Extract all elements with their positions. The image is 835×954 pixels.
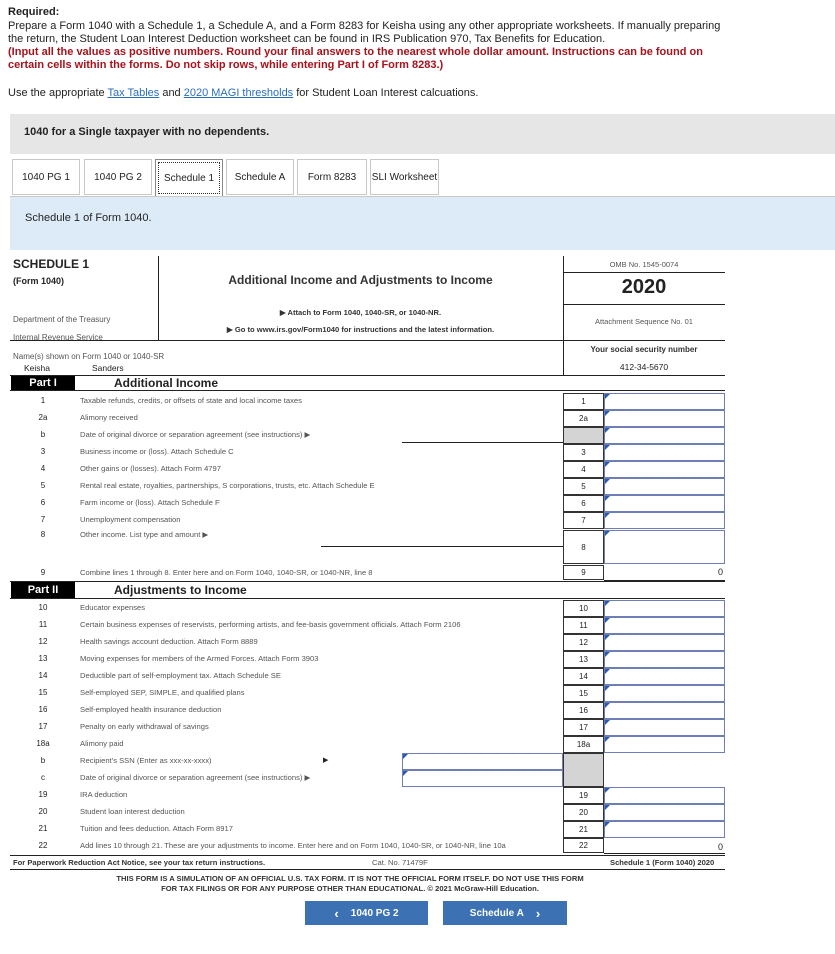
line-box: 13 [563, 651, 604, 668]
line-box: 16 [563, 702, 604, 719]
cell-marker-icon [605, 703, 610, 708]
tab-sli-worksheet[interactable]: SLI Worksheet [370, 159, 439, 195]
amount-input-line-19[interactable] [604, 787, 725, 804]
line-box: 2a [563, 410, 604, 427]
part1-bottom-line [10, 390, 725, 391]
line-box: 22 [563, 838, 604, 853]
line-number: 17 [38, 722, 48, 731]
line-number: 2a [38, 413, 48, 422]
attach-note: ▶ Attach to Form 1040, 1040-SR, or 1040-NR. [279, 308, 442, 317]
cell-marker-icon [605, 462, 610, 467]
line-number: 22 [38, 841, 48, 850]
line-description: Date of original divorce or separation agreement (see instructions) ▶ [80, 430, 311, 439]
line-number: 13 [38, 654, 48, 663]
cell-marker-icon [605, 618, 610, 623]
cell-marker-icon [605, 669, 610, 674]
form-title: Additional Income and Adjustments to Income [228, 273, 493, 287]
line-box: 6 [563, 495, 604, 512]
recipient-ssn-input[interactable] [402, 753, 563, 770]
line22-value: 0 [717, 842, 723, 852]
amount-input-line-20[interactable] [604, 804, 725, 821]
line-number: 19 [38, 790, 48, 799]
use-tables-line: Use the appropriate Tax Tables and 2020 MAGI thresholds for Student Loan Interest calcuations. [8, 87, 479, 99]
amount-input-line-1[interactable] [604, 393, 725, 410]
cell-marker-icon [605, 805, 610, 810]
line-number: b [40, 430, 46, 439]
tax-year: 2020 [621, 276, 667, 298]
instructions-red-text: (Input all the values as positive numbers. Round your final answers to the nearest whole dollar amount. Instructions can be found on certain cells within the forms. Do not skip rows, while entering Part I of Form 8283.) [8, 46, 703, 72]
tab-1040-pg2[interactable]: 1040 PG 2 [84, 159, 152, 195]
part2-label: Part II [11, 582, 75, 598]
line-description: Farm income or (loss). Attach Schedule F [80, 498, 220, 507]
instructions-text: Prepare a Form 1040 with a Schedule 1, a Schedule A, and a Form 8283 for Keisha using any other appropriate worksheets. If manually preparing the return, the Student Loan Interest Deduction worksheet can be found in IRS Publication 970, Tax Benefits for Education. [8, 20, 721, 46]
cell-marker-icon [605, 601, 610, 606]
line-box: 1 [563, 393, 604, 410]
line-box: 21 [563, 821, 604, 838]
line-description: Unemployment compensation [80, 515, 181, 524]
amount-input-line-16[interactable] [604, 702, 725, 719]
line-number: 1 [40, 396, 46, 405]
form-ref: (Form 1040) [13, 276, 65, 286]
cat-number: Cat. No. 71479F [372, 858, 428, 867]
line-number: 5 [40, 481, 46, 490]
cell-marker-icon [605, 394, 610, 399]
amount-input-line-13[interactable] [604, 651, 725, 668]
amount-input-line-10[interactable] [604, 600, 725, 617]
amount-input-line-5[interactable] [604, 478, 725, 495]
part2-title: Adjustments to Income [114, 583, 247, 597]
amount-input-line-7[interactable] [604, 512, 725, 529]
line-number: 12 [38, 637, 48, 646]
year-divider [563, 304, 725, 305]
omb-divider [563, 272, 725, 273]
cell-marker-icon [605, 479, 610, 484]
line-number: 21 [38, 824, 48, 833]
cell-marker-icon [605, 822, 610, 827]
line-number: 7 [40, 515, 46, 524]
line-box: 10 [563, 600, 604, 617]
cell-marker-icon [605, 428, 610, 433]
other-income-line [321, 546, 563, 547]
line-description: Educator expenses [80, 603, 146, 612]
line-box [563, 427, 604, 444]
cell-marker-icon [605, 686, 610, 691]
line-box: 8 [563, 530, 604, 564]
footer-form-id: Schedule 1 (Form 1040) 2020 [610, 858, 715, 867]
line-number: b [40, 756, 46, 765]
line9-value: 0 [717, 567, 723, 577]
cell-marker-icon [605, 496, 610, 501]
line-number: 15 [38, 688, 48, 697]
cell-marker-icon [403, 771, 408, 776]
line-box: 17 [563, 719, 604, 736]
line-description: Penalty on early withdrawal of savings [80, 722, 209, 731]
amount-input-line-17[interactable] [604, 719, 725, 736]
cell-marker-icon [605, 445, 610, 450]
line-description: Student loan interest deduction [80, 807, 185, 816]
line-description: Rental real estate, royalties, partnerships, S corporations, trusts, etc. Attach Schedule E [80, 481, 375, 490]
line-number: 3 [40, 447, 46, 456]
footer-bottom-line [10, 869, 725, 870]
line-description: Self-employed health insurance deduction [80, 705, 222, 714]
line-description: Self-employed SEP, SIMPLE, and qualified plans [80, 688, 245, 697]
line-description: Tuition and fees deduction. Attach Form 8917 [80, 824, 233, 833]
line-box: 5 [563, 478, 604, 495]
line-box: 18a [563, 736, 604, 753]
ssn-label: Your social security number [590, 345, 698, 354]
omb-number: OMB No. 1545-0074 [609, 260, 679, 269]
header-bottom-line [10, 340, 725, 341]
amount-input-line-14[interactable] [604, 668, 725, 685]
cell-marker-icon [605, 652, 610, 657]
line-box: 9 [563, 565, 604, 580]
arrow-icon: ▶ [323, 757, 329, 764]
irs-label: Internal Revenue Service [13, 333, 103, 342]
amount-input-line-12[interactable] [604, 634, 725, 651]
last-name: Sanders [92, 363, 124, 373]
line-number: 6 [40, 498, 46, 507]
line-description: Recipient’s SSN (Enter as xxx-xx-xxxx) [80, 756, 212, 765]
line-box: 14 [563, 668, 604, 685]
cell-marker-icon [605, 531, 610, 536]
total-underline [604, 853, 725, 854]
amount-input-line-b[interactable] [604, 427, 725, 444]
cell-marker-icon [605, 635, 610, 640]
line-box: 3 [563, 444, 604, 461]
part1-top-line [10, 375, 725, 376]
line-box: 20 [563, 804, 604, 821]
tab-schedule-a[interactable]: Schedule A [226, 159, 294, 195]
line-box: 15 [563, 685, 604, 702]
magi-thresholds-link[interactable]: 2020 MAGI thresholds [183, 87, 294, 99]
line-number: 4 [40, 464, 46, 473]
amount-input-line-4[interactable] [604, 461, 725, 478]
amount-input-line-8[interactable] [604, 530, 725, 564]
line-description: Certain business expenses of reservists, performing artists, and fee-basis government officials. Attach Form 2106 [80, 620, 461, 629]
line-number: 8 [40, 530, 46, 539]
schedule-banner-text: Schedule 1 of Form 1040. [25, 212, 152, 224]
line-description: Taxable refunds, credits, or offsets of state and local income taxes [80, 396, 302, 405]
line-box: 7 [563, 512, 604, 529]
tab-1040-pg1[interactable]: 1040 PG 1 [12, 159, 80, 195]
line-description: Combine lines 1 through 8. Enter here and on Form 1040, 1040-SR, or 1040-NR, line 8 [80, 568, 373, 577]
line-description: Other income. List type and amount ▶ [80, 530, 209, 539]
paperwork-notice: For Paperwork Reduction Act Notice, see your tax return instructions. [13, 858, 266, 867]
part1-title: Additional Income [114, 376, 219, 390]
line-description: Moving expenses for members of the Armed Forces. Attach Form 3903 [80, 654, 319, 663]
next-button[interactable]: Schedule A › [443, 901, 567, 925]
line-number: 20 [38, 807, 48, 816]
line-box: 4 [563, 461, 604, 478]
line-description: Business income or (loss). Attach Schedule C [80, 447, 234, 456]
divorce-date-input[interactable] [402, 770, 563, 787]
attachment-seq: Attachment Sequence No. 01 [595, 317, 693, 326]
amount-input-line-6[interactable] [604, 495, 725, 512]
schedule-label: SCHEDULE 1 [13, 257, 90, 271]
part2-top-line [10, 581, 725, 582]
line-number: 11 [38, 620, 48, 629]
prev-button[interactable]: ‹ 1040 PG 2 [305, 901, 428, 925]
required-label: Required: [8, 6, 60, 18]
disclaimer: THIS FORM IS A SIMULATION OF AN OFFICIAL U.S. TAX FORM. IT IS NOT THE OFFICIAL FORM ITSELF. DO NOT USE THIS FORM FOR TAX FILINGS OR FOR ANY PURPOSE OTHER THAN EDUCATIONAL. © 2021 McGraw-Hill Education. [116, 874, 584, 893]
dept-treasury: Department of the Treasury [13, 315, 111, 324]
line-description: Alimony paid [80, 739, 124, 748]
line-description: Other gains or (losses). Attach Form 4797 [80, 464, 221, 473]
gray-shaded-box [563, 753, 604, 787]
line-description: Add lines 10 through 21. These are your adjustments to income. Enter here and on Form 1040, 1040-SR, or 1040-NR, line 10a [80, 841, 506, 850]
line-description: Alimony received [80, 413, 138, 422]
divorce-date-line [402, 442, 563, 443]
amount-input-line-15[interactable] [604, 685, 725, 702]
first-name: Keisha [24, 363, 50, 373]
ssn-value: 412-34-5670 [619, 362, 669, 372]
taxpayer-banner-text: 1040 for a Single taxpayer with no dependents. [24, 126, 270, 138]
line-number: 16 [38, 705, 48, 714]
names-label: Name(s) shown on Form 1040 or 1040-SR [13, 352, 165, 361]
line-description: Date of original divorce or separation agreement (see instructions) ▶ [80, 773, 311, 782]
cell-marker-icon [403, 754, 408, 759]
line-description: Health savings account deduction. Attach Form 8889 [80, 637, 258, 646]
footer-top-line [10, 855, 725, 856]
line-number: 10 [38, 603, 48, 612]
cell-marker-icon [605, 720, 610, 725]
amount-input-line-2a[interactable] [604, 410, 725, 427]
goto-note: ▶ Go to www.irs.gov/Form1040 for instructions and the latest information. [226, 325, 495, 334]
amount-input-line-11[interactable] [604, 617, 725, 634]
line-box: 12 [563, 634, 604, 651]
amount-input-line-18a[interactable] [604, 736, 725, 753]
amount-input-line-3[interactable] [604, 444, 725, 461]
tab-form-8283[interactable]: Form 8283 [297, 159, 367, 195]
line-description: Deductible part of self-employment tax. Attach Schedule SE [80, 671, 281, 680]
line-number: 14 [38, 671, 48, 680]
chevron-right-icon: › [535, 905, 541, 921]
line-box: 11 [563, 617, 604, 634]
cell-marker-icon [605, 411, 610, 416]
part1-label: Part I [11, 375, 75, 390]
cell-marker-icon [605, 788, 610, 793]
chevron-left-icon: ‹ [334, 905, 339, 921]
part2-bottom-line [10, 598, 725, 599]
tab-schedule-1[interactable]: Schedule 1 [155, 159, 223, 197]
cell-marker-icon [605, 513, 610, 518]
tax-tables-link[interactable]: Tax Tables [107, 87, 160, 99]
line-number: c [41, 773, 45, 782]
cell-marker-icon [605, 737, 610, 742]
line-box: 19 [563, 787, 604, 804]
line-number: 9 [40, 568, 46, 577]
amount-input-line-21[interactable] [604, 821, 725, 838]
line-description: IRA deduction [80, 790, 128, 799]
line-number: 18a [36, 739, 50, 748]
